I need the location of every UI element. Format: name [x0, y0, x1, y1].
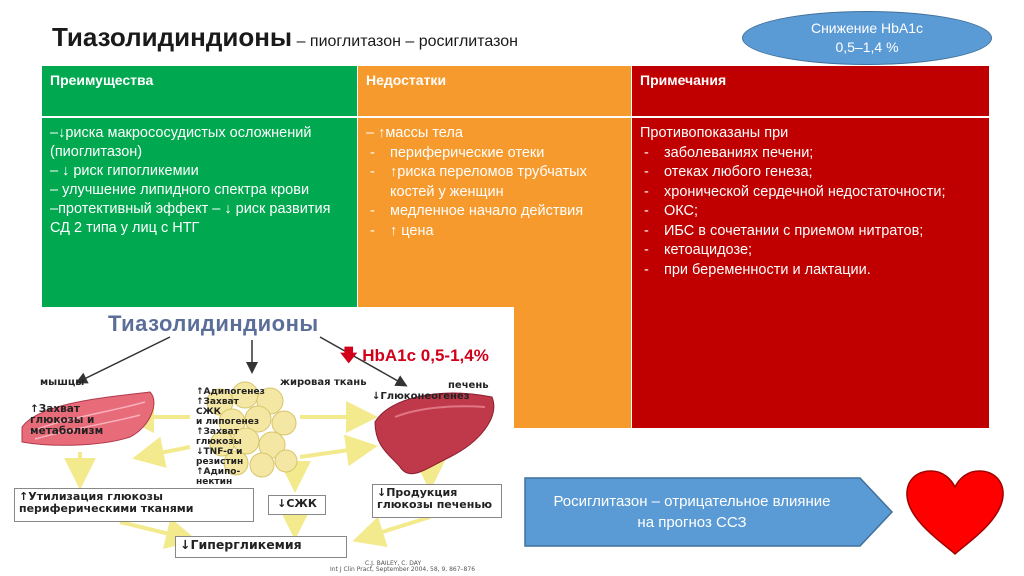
contraindication-item: - кетоацидозе; — [640, 241, 981, 261]
fat-effects — [196, 387, 266, 487]
notes-header: Примечания — [632, 66, 989, 118]
liver-label: печень — [448, 380, 489, 391]
callout-line2: на прогноз ССЗ — [637, 514, 747, 531]
slide-title — [52, 22, 518, 53]
fat-effect: и липогенез — [196, 417, 260, 427]
disadvantages-header: Недостатки — [358, 66, 631, 118]
fat-effect: резистин — [196, 457, 244, 467]
contraindication-item: - при беременности и лактации. — [640, 261, 981, 281]
figure-hba1c — [340, 343, 489, 372]
disadvantage-item: - ↑ цена — [366, 222, 623, 242]
liver-icon — [375, 393, 494, 474]
muscle-effect: ↑Захват глюкозы и метаболизм — [30, 403, 104, 437]
notes-body — [632, 118, 989, 286]
credit-authors: C.J. BAILEY, C. DAY — [365, 560, 422, 567]
ffa-box: ↓СЖК — [268, 495, 326, 515]
glucose-utilization-box: ↑Утилизация глюкозы периферическими тканями — [14, 488, 254, 522]
callout-line1: Росиглитазон – отрицательное влияние — [553, 493, 831, 510]
down-arrow-icon: 🡇 — [340, 346, 358, 365]
fat-effect: ↑Адипо- — [196, 467, 241, 477]
advantage-item: – ↓ риск гипогликемии — [50, 163, 199, 179]
mechanism-figure — [0, 307, 514, 576]
hba1c-reduction-oval — [742, 11, 992, 65]
disadvantages-list — [366, 144, 623, 242]
disadvantages-body — [358, 118, 631, 247]
fat-label: жировая ткань — [280, 377, 367, 388]
figure-title: Тиазолидиндионы — [108, 311, 319, 336]
title-main: Тиазолидиндионы — [52, 22, 293, 52]
contraindications-list — [640, 144, 981, 281]
contraindication-item: - заболеваниях печени; — [640, 144, 981, 164]
disadvantage-item: - ↑риска переломов трубчатых костей у женщин — [366, 163, 623, 202]
notes-intro: Противопоказаны при — [640, 125, 789, 141]
contraindication-item: - ИБС в сочетании с приемом нитратов; — [640, 222, 981, 242]
fat-effect: глюкозы — [196, 437, 242, 447]
advantage-item: –↓риска макрососудистых осложнений (пиоглитазон) — [50, 125, 312, 160]
fat-effect: ↑Захват — [196, 427, 239, 437]
disadvantage-item: - периферические отеки — [366, 144, 623, 164]
contraindication-item: - отеках любого генеза; — [640, 163, 981, 183]
figure-credit — [330, 561, 475, 573]
disadvantage-first-item: – ↑массы тела — [366, 125, 463, 141]
title-subtitle: – пиоглитазон – росиглитазон — [292, 33, 518, 50]
hba1c-line1: Снижение HbA1c — [810, 20, 924, 36]
fat-effect: ↓TNF-α и — [196, 447, 243, 457]
disadvantage-item: - медленное начало действия — [366, 202, 623, 222]
rosiglitazone-callout — [524, 477, 860, 547]
credit-journal: Int J Clin Pract, September 2004, 58, 9, 867–876 — [330, 566, 476, 573]
notes-column — [632, 66, 989, 428]
advantages-column — [42, 66, 357, 310]
advantages-body — [42, 118, 357, 244]
hba1c-line2: 0,5–1,4 % — [835, 39, 899, 55]
muscle-label: мышцы — [40, 377, 85, 388]
figure-hba1c-text: HbA1c 0,5-1,4% — [362, 346, 489, 365]
contraindication-item: - хронической сердечной недостаточности; — [640, 183, 981, 203]
fat-effect: нектин — [196, 477, 233, 487]
glucose-production-box: ↓Продукция глюкозы печенью — [372, 484, 502, 518]
liver-effect: ↓Глюконеогенез — [372, 391, 470, 402]
fat-effect: ↑Адипогенез — [196, 387, 265, 397]
advantages-header: Преимущества — [42, 66, 357, 118]
advantage-item: – улучшение липидного спектра крови — [50, 182, 310, 198]
contraindication-item: - ОКС; — [640, 202, 981, 222]
heart-icon — [905, 470, 1005, 556]
advantage-item: –протективный эффект – ↓ риск развития СД 2 типа у лиц с НТГ — [50, 201, 331, 236]
hyperglycemia-box: ↓Гипергликемия — [175, 536, 347, 558]
fat-effect: ↑Захват СЖК — [196, 397, 239, 417]
